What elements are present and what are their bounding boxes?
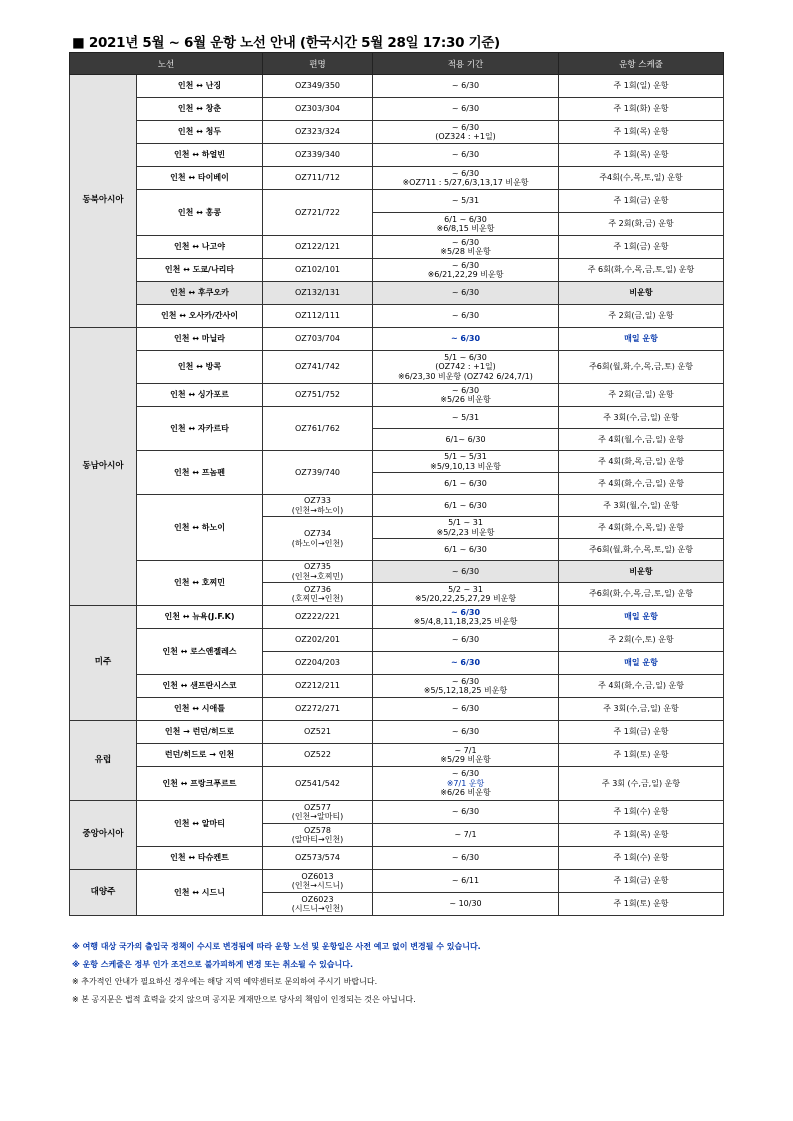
table-header-row (70, 53, 724, 75)
table-row (70, 384, 724, 407)
period-cell: ~ 6/30 (373, 328, 559, 351)
route-cell: 인천 ↔ 시애틀 (137, 698, 263, 721)
schedule-cell: 주 1회(토) 운항 (559, 744, 724, 767)
table-row (70, 847, 724, 870)
page-title: ■ 2021년 5월 ~ 6월 운항 노선 안내 (한국시간 5월 28일 17:30 기준) (72, 35, 500, 51)
note-item: ※ 여행 대상 국가의 출입국 정책이 수시로 변경됨에 따라 운항 노선 및 운항일은 사전 예고 없이 변경될 수 있습니다. (72, 942, 481, 951)
route-cell: 인천 ↔ 홍콩 (137, 190, 263, 236)
table-row (70, 236, 724, 259)
flight-cell: OZ735 (인천→호찌민) (263, 561, 373, 583)
schedule-cell: 주 6회(화,수,목,금,토,일) 운항 (559, 259, 724, 282)
flight-cell: OZ303/304 (263, 98, 373, 121)
table-row (70, 328, 724, 351)
schedule-cell: 주 1회(화) 운항 (559, 98, 724, 121)
route-cell: 인천 ↔ 타이베이 (137, 167, 263, 190)
note-item: ※ 본 공지문은 법적 효력을 갖지 않으며 공지문 게재만으로 당사의 책임이 인정되는 것은 아닙니다. (72, 994, 416, 1004)
route-cell: 인천 ↔ 후쿠오카 (137, 282, 263, 305)
table-row (70, 75, 724, 98)
flight-cell: OZ578 (알마티→인천) (263, 824, 373, 847)
period-cell (373, 767, 559, 801)
period-cell: ~ 6/30 (373, 652, 559, 675)
flight-cell: OZ711/712 (263, 167, 373, 190)
period-cell: 6/1 ~ 6/30 (373, 473, 559, 495)
schedule-cell: 주 4회(화,수,금,일) 운항 (559, 675, 724, 698)
flight-cell: OZ739/740 (263, 451, 373, 495)
table-row (70, 629, 724, 652)
period-cell: 6/1~ 6/30 (373, 429, 559, 451)
flight-cell: OZ573/574 (263, 847, 373, 870)
flight-cell: OZ202/201 (263, 629, 373, 652)
table-row (70, 282, 724, 305)
route-cell: 인천 ↔ 청두 (137, 121, 263, 144)
period-cell: 5/2 ~ 31 ※5/20,22,25,27,29 비운항 (373, 583, 559, 606)
region-cell: 대양주 (70, 870, 137, 916)
table-row (70, 144, 724, 167)
route-cell: 인천 ↔ 방콕 (137, 351, 263, 384)
flight-cell: OZ761/762 (263, 407, 373, 451)
schedule-cell: 주 3회(수,금,일) 운항 (559, 407, 724, 429)
table-row (70, 561, 724, 583)
region-cell: 유럽 (70, 721, 137, 801)
schedule-cell: 주 1회(금) 운항 (559, 870, 724, 893)
period-cell: ~ 6/30 ※OZ711 : 5/27,6/3,13,17 비운항 (373, 167, 559, 190)
schedule-cell: 주 3회(월,수,일) 운항 (559, 495, 724, 517)
route-cell: 인천 → 런던/히드로 (137, 721, 263, 744)
flight-cell: OZ703/704 (263, 328, 373, 351)
table-row (70, 606, 724, 629)
header-route: 노선 (70, 53, 263, 75)
route-cell: 인천 ↔ 시드니 (137, 870, 263, 916)
period-cell: ~ 6/30 (373, 98, 559, 121)
route-cell: 인천 ↔ 난징 (137, 75, 263, 98)
flight-cell: OZ751/752 (263, 384, 373, 407)
period-cell: ~ 6/30 ※6/21,22,29 비운항 (373, 259, 559, 282)
schedule-cell: 비운항 (559, 561, 724, 583)
schedule-cell: 주 1회(수) 운항 (559, 847, 724, 870)
table-row (70, 698, 724, 721)
period-cell: ~ 6/30 (373, 721, 559, 744)
period-cell: ~ 6/30 (373, 282, 559, 305)
route-cell: 인천 ↔ 프랑크푸르트 (137, 767, 263, 801)
schedule-cell: 주 2회(금,일) 운항 (559, 384, 724, 407)
table-row (70, 495, 724, 517)
flight-cell: OZ6023 (시드니→인천) (263, 893, 373, 916)
flight-cell: OZ6013 (인천→시드니) (263, 870, 373, 893)
route-cell: 인천 ↔ 타슈켄트 (137, 847, 263, 870)
header-schedule: 운항 스케줄 (559, 53, 724, 75)
schedule-cell: 주 4회(월,수,금,일) 운항 (559, 429, 724, 451)
table-row (70, 259, 724, 282)
schedule-cell: 주 3회 (수,금,일) 운항 (559, 767, 724, 801)
schedule-cell: 주4회(수,목,토,일) 운항 (559, 167, 724, 190)
period-cell: ~ 10/30 (373, 893, 559, 916)
schedule-cell: 주 2회(수,토) 운항 (559, 629, 724, 652)
schedule-cell: 주 4회(화,수,금,일) 운항 (559, 473, 724, 495)
period-cell: ~ 6/30 (373, 847, 559, 870)
schedule-cell: 주 1회(금) 운항 (559, 236, 724, 259)
flight-cell: OZ112/111 (263, 305, 373, 328)
region-cell: 미주 (70, 606, 137, 721)
period-cell: 6/1 ~ 6/30 ※6/8,15 비운항 (373, 213, 559, 236)
flight-cell: OZ541/542 (263, 767, 373, 801)
period-cell: 5/1 ~ 5/31 ※5/9,10,13 비운항 (373, 451, 559, 473)
flight-cell: OZ733 (인천→하노이) (263, 495, 373, 517)
table-row (70, 167, 724, 190)
table-row (70, 351, 724, 384)
header-flight: 편명 (263, 53, 373, 75)
period-blue-text: ※7/1 운항 (446, 778, 485, 788)
schedule-cell: 주 1회(목) 운항 (559, 144, 724, 167)
table-row (70, 190, 724, 213)
schedule-cell: 비운항 (559, 282, 724, 305)
schedule-cell: 주 1회(토) 운항 (559, 893, 724, 916)
period-pre-text: ~ 6/30 (451, 769, 480, 779)
period-cell: ~ 6/30 ※5/5,12,18,25 비운항 (373, 675, 559, 698)
period-cell: ~ 6/30 (373, 144, 559, 167)
flight-cell: OZ132/131 (263, 282, 373, 305)
period-cell: 6/1 ~ 6/30 (373, 495, 559, 517)
schedule-cell: 주6회(월,화,수,목,금,토) 운항 (559, 351, 724, 384)
flight-cell: OZ222/221 (263, 606, 373, 629)
route-cell: 인천 ↔ 자카르타 (137, 407, 263, 451)
flight-cell: OZ122/121 (263, 236, 373, 259)
table-row (70, 675, 724, 698)
flight-cell: OZ721/722 (263, 190, 373, 236)
route-cell: 인천 ↔ 도쿄/나리타 (137, 259, 263, 282)
period-cell (373, 606, 559, 629)
flight-cell: OZ741/742 (263, 351, 373, 384)
route-cell: 런던/히드로 → 인천 (137, 744, 263, 767)
schedule-cell: 주 2회(화,금) 운항 (559, 213, 724, 236)
flight-cell: OZ577 (인천→알마티) (263, 801, 373, 824)
schedule-cell: 주 1회(수) 운항 (559, 801, 724, 824)
period-cell: ~ 6/30 ※5/28 비운항 (373, 236, 559, 259)
flight-cell: OZ212/211 (263, 675, 373, 698)
schedule-cell: 매일 운항 (559, 652, 724, 675)
period-cell: ~ 5/31 (373, 407, 559, 429)
schedule-cell: 주6회(월,화,수,목,토,일) 운항 (559, 539, 724, 561)
flight-cell: OZ272/271 (263, 698, 373, 721)
route-cell: 인천 ↔ 샌프란시스코 (137, 675, 263, 698)
table-row (70, 767, 724, 801)
notes-section (72, 938, 481, 1008)
route-cell: 인천 ↔ 프놈펜 (137, 451, 263, 495)
flight-cell: OZ349/350 (263, 75, 373, 98)
schedule-cell: 주 1회(목) 운항 (559, 824, 724, 847)
flight-cell: OZ323/324 (263, 121, 373, 144)
schedule-cell: 매일 운항 (559, 606, 724, 629)
period-cell: ~ 7/1 (373, 824, 559, 847)
period-note-text: ※5/4,8,11,18,23,25 비운항 (413, 617, 518, 626)
schedule-cell: 주 4회(화,수,목,일) 운항 (559, 517, 724, 539)
route-cell: 인천 ↔ 나고야 (137, 236, 263, 259)
schedule-cell: 주 2회(금,일) 운항 (559, 305, 724, 328)
flight-cell: OZ339/340 (263, 144, 373, 167)
route-cell: 인천 ↔ 마닐라 (137, 328, 263, 351)
flight-cell: OZ204/203 (263, 652, 373, 675)
period-cell: ~ 6/30 (373, 305, 559, 328)
schedule-cell: 주 1회(금) 운항 (559, 721, 724, 744)
period-note-text: ※6/26 비운항 (440, 788, 491, 798)
table-row (70, 407, 724, 429)
region-cell: 중앙아시아 (70, 801, 137, 870)
route-cell: 인천 ↔ 오사카/간사이 (137, 305, 263, 328)
table-row (70, 721, 724, 744)
schedule-cell: 주 4회(화,목,금,일) 운항 (559, 451, 724, 473)
flight-cell: OZ736 (호찌민→인천) (263, 583, 373, 606)
route-cell: 인천 ↔ 알마티 (137, 801, 263, 847)
period-cell: ~ 6/11 (373, 870, 559, 893)
schedule-cell: 매일 운항 (559, 328, 724, 351)
period-cell: ~ 6/30 (373, 561, 559, 583)
table-row (70, 98, 724, 121)
schedule-cell: 주6회(화,수,목,금,토,일) 운항 (559, 583, 724, 606)
schedule-cell: 주 1회(금) 운항 (559, 190, 724, 213)
header-period: 적용 기간 (373, 53, 559, 75)
period-cell: ~ 5/31 (373, 190, 559, 213)
route-cell: 인천 ↔ 창춘 (137, 98, 263, 121)
flight-cell: OZ102/101 (263, 259, 373, 282)
route-cell: 인천 ↔ 싱가포르 (137, 384, 263, 407)
table-row (70, 121, 724, 144)
period-cell: 5/1 ~ 6/30 (OZ742 : +1일) ※6/23,30 비운항 (OZ742 6/24,7/1) (373, 351, 559, 384)
note-item: ※ 추가적인 안내가 필요하신 경우에는 해당 지역 예약센터로 문의하여 주시기 바랍니다. (72, 977, 378, 986)
flight-cell: OZ522 (263, 744, 373, 767)
period-cell: ~ 6/30 (OZ324 : +1일) (373, 121, 559, 144)
route-cell: 인천 ↔ 호찌민 (137, 561, 263, 606)
note-item: ※ 운항 스케줄은 정부 인가 조건으로 불가피하게 변경 또는 취소될 수 있습니다. (72, 959, 354, 969)
route-cell: 인천 ↔ 로스앤젤레스 (137, 629, 263, 675)
flight-cell: OZ734 (하노이→인천) (263, 517, 373, 561)
route-cell: 인천 ↔ 하얼빈 (137, 144, 263, 167)
period-cell: ~ 6/30 ※5/26 비운항 (373, 384, 559, 407)
period-blue-text: ~ 6/30 (450, 607, 481, 617)
region-cell: 동북아시아 (70, 75, 137, 328)
period-cell: 6/1 ~ 6/30 (373, 539, 559, 561)
flight-cell: OZ521 (263, 721, 373, 744)
table-row (70, 801, 724, 824)
table-row (70, 451, 724, 473)
region-cell: 동남아시아 (70, 328, 137, 606)
schedule-cell: 주 1회(일) 운항 (559, 75, 724, 98)
period-cell: ~ 7/1 ※5/29 비운항 (373, 744, 559, 767)
table-row (70, 744, 724, 767)
table-row (70, 870, 724, 893)
period-cell: ~ 6/30 (373, 629, 559, 652)
schedule-cell: 주 1회(목) 운항 (559, 121, 724, 144)
schedule-cell: 주 3회(수,금,일) 운항 (559, 698, 724, 721)
route-cell: 인천 ↔ 하노이 (137, 495, 263, 561)
route-cell: 인천 ↔ 뉴욕(J.F.K) (137, 606, 263, 629)
table-row (70, 305, 724, 328)
period-cell: ~ 6/30 (373, 698, 559, 721)
period-cell: ~ 6/30 (373, 75, 559, 98)
period-cell: ~ 6/30 (373, 801, 559, 824)
period-cell: 5/1 ~ 31 ※5/2,23 비운항 (373, 517, 559, 539)
route-table (69, 52, 724, 916)
